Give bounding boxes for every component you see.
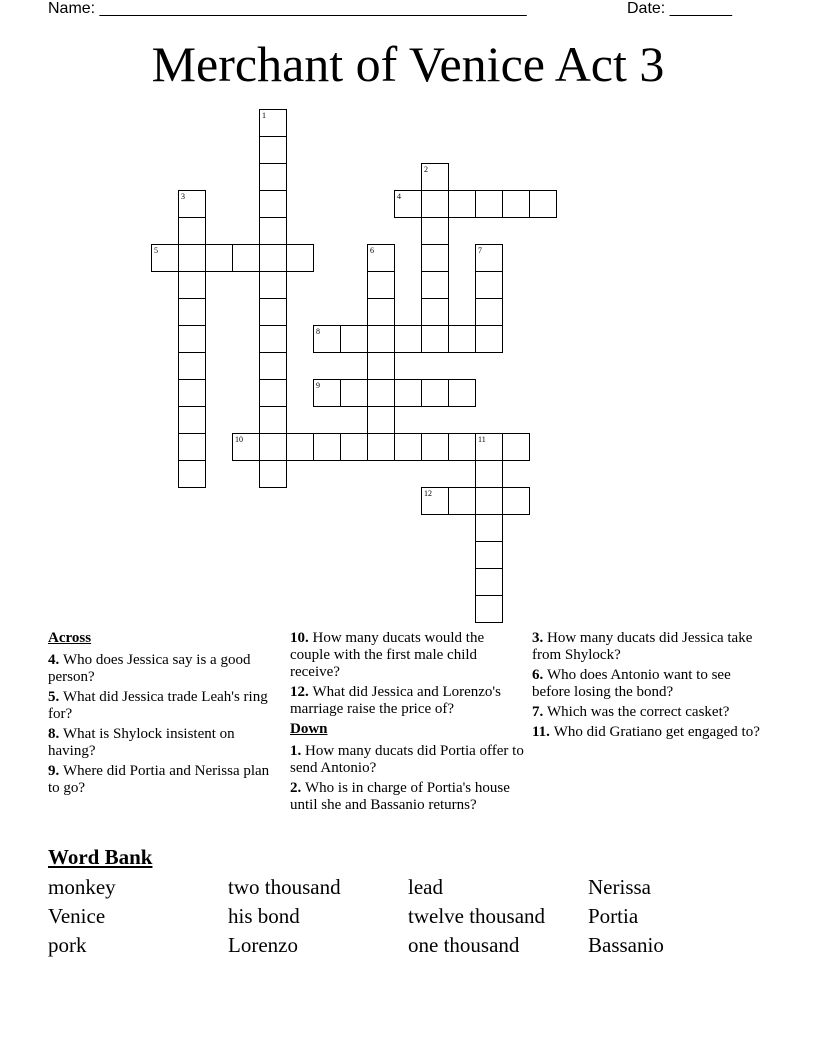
grid-cell[interactable] [475,325,503,353]
grid-cell[interactable] [475,244,503,272]
grid-cell[interactable] [178,406,206,434]
clue-item [532,704,768,721]
grid-cell[interactable] [151,244,179,272]
clue-num: 11. [532,724,554,740]
grid-cell[interactable] [421,217,449,245]
clue-item [290,743,526,777]
grid-cell[interactable] [475,595,503,623]
clue-item [48,726,284,760]
grid-cell[interactable] [475,568,503,596]
clue-num: 4. [48,652,63,668]
grid-cell[interactable] [421,163,449,191]
grid-cell[interactable] [448,433,476,461]
clue-text: What is Shylock insistent on having? [48,726,235,759]
word-bank-item: two thousand [228,875,341,899]
clue-number: 1 [262,111,266,120]
grid-cell[interactable] [259,325,287,353]
grid-cell[interactable] [178,271,206,299]
grid-cell[interactable] [178,298,206,326]
grid-cell[interactable] [340,433,368,461]
grid-cell[interactable] [367,271,395,299]
grid-cell[interactable] [502,487,530,515]
grid-cell[interactable] [178,244,206,272]
grid-cell[interactable] [259,406,287,434]
clue-item [290,684,526,718]
word-bank-item: twelve thousand [408,904,546,928]
clue-text: Who does Jessica say is a good person? [48,652,251,685]
clue-num: 1. [290,743,305,759]
grid-cell[interactable] [205,244,233,272]
grid-cell[interactable] [178,325,206,353]
grid-cell[interactable] [313,325,341,353]
clue-num: 8. [48,726,63,742]
clue-item [290,630,526,681]
grid-cell[interactable] [421,379,449,407]
clue-num: 9. [48,763,63,779]
clue-text: Where did Portia and Nerissa plan to go? [48,763,270,796]
date-label: Date: [627,0,670,17]
clue-number: 6 [370,246,374,255]
grid-cell[interactable] [421,298,449,326]
grid-cell[interactable] [367,325,395,353]
grid-cell[interactable] [475,487,503,515]
name-label: Name: [48,0,100,17]
grid-cell[interactable] [475,460,503,488]
clue-num: 2. [290,780,305,796]
grid-cell[interactable] [421,325,449,353]
grid-cell[interactable] [178,379,206,407]
grid-cell[interactable] [475,271,503,299]
grid-cell[interactable] [448,379,476,407]
clue-text: Who does Antonio want to see before losing the bond? [532,667,731,700]
grid-cell[interactable] [259,163,287,191]
grid-cell[interactable] [259,136,287,164]
clue-number: 4 [397,192,401,201]
grid-cell[interactable] [394,325,422,353]
clue-num: 10. [290,630,313,646]
grid-cell[interactable] [313,379,341,407]
clue-text: How many ducats did Portia offer to send Antonio? [290,743,524,776]
grid-cell[interactable] [421,433,449,461]
grid-cell[interactable] [178,190,206,218]
grid-cell[interactable] [259,352,287,380]
grid-cell[interactable] [259,298,287,326]
grid-cell[interactable] [367,244,395,272]
grid-cell[interactable] [232,433,260,461]
clue-item [532,667,768,701]
clue-number: 2 [424,165,428,174]
clue-text: What did Jessica and Lorenzo's marriage raise the price of? [290,684,501,717]
grid-cell[interactable] [448,190,476,218]
clue-text: Which was the correct casket? [547,704,730,720]
word-bank-item: his bond [228,904,300,928]
clue-heading: Across [48,630,92,646]
clue-number: 12 [424,489,432,498]
grid-cell[interactable] [259,271,287,299]
clue-num: 6. [532,667,547,683]
page-title: Merchant of Venice Act 3 [151,36,665,92]
clue-heading: Down [290,721,328,737]
grid-cell[interactable] [286,433,314,461]
word-bank-item: monkey [48,875,116,899]
word-bank-item: Lorenzo [228,933,298,957]
word-bank-item: Bassanio [588,933,664,957]
clue-item [48,763,284,797]
grid-cell[interactable] [394,433,422,461]
clue-item [532,724,768,741]
grid-cell[interactable] [502,190,530,218]
grid-cell[interactable] [313,433,341,461]
grid-cell[interactable] [475,514,503,542]
grid-cell[interactable] [367,352,395,380]
clue-num: 7. [532,704,547,720]
word-bank-item: Nerissa [588,875,651,899]
clue-item [290,780,526,814]
grid-cell[interactable] [178,433,206,461]
clue-number: 10 [235,435,243,444]
clues-column-2 [290,630,526,817]
grid-cell[interactable] [259,190,287,218]
word-bank-item: pork [48,933,87,957]
grid-cell[interactable] [367,379,395,407]
clue-text: How many ducats did Jessica take from Shylock? [532,630,753,663]
clue-num: 5. [48,689,63,705]
clue-number: 7 [478,246,482,255]
clue-number: 8 [316,327,320,336]
grid-cell[interactable] [394,379,422,407]
word-bank-item: Portia [588,904,639,928]
grid-cell[interactable] [259,433,287,461]
word-bank-item: one thousand [408,933,520,957]
clue-text: What did Jessica trade Leah's ring for? [48,689,268,722]
grid-cell[interactable] [475,433,503,461]
clues-column-1 [48,630,284,800]
grid-cell[interactable] [259,379,287,407]
clue-number: 9 [316,381,320,390]
grid-cell[interactable] [178,352,206,380]
grid-cell[interactable] [394,190,422,218]
grid-cell[interactable] [259,109,287,137]
grid-cell[interactable] [232,244,260,272]
grid-cell[interactable] [259,460,287,488]
grid-cell[interactable] [259,217,287,245]
grid-cell[interactable] [421,271,449,299]
grid-cell[interactable] [259,244,287,272]
name-line: ________________________________________________ [99,0,527,17]
grid-cell[interactable] [448,325,476,353]
grid-cell[interactable] [475,541,503,569]
grid-cell[interactable] [286,244,314,272]
clue-number: 3 [181,192,185,201]
grid-cell[interactable] [340,325,368,353]
grid-cell[interactable] [340,379,368,407]
clue-text: How many ducats would the couple with the first male child receive? [290,630,485,680]
date-line: _______ [669,0,732,17]
grid-cell[interactable] [421,487,449,515]
word-bank-item: lead [408,875,443,899]
clue-item [532,630,768,664]
grid-cell[interactable] [367,406,395,434]
grid-cell[interactable] [367,298,395,326]
clue-num: 3. [532,630,547,646]
clue-item [48,689,284,723]
clue-text: Who did Gratiano get engaged to? [553,724,760,740]
clue-number: 5 [154,246,158,255]
grid-cell[interactable] [421,190,449,218]
grid-cell[interactable] [367,433,395,461]
grid-cell[interactable] [475,298,503,326]
word-bank-item: Venice [48,904,106,928]
grid-cell[interactable] [178,460,206,488]
clue-item [48,652,284,686]
grid-cell[interactable] [178,217,206,245]
grid-cell[interactable] [448,487,476,515]
grid-cell[interactable] [529,190,557,218]
grid-cell[interactable] [421,244,449,272]
clue-number: 11 [478,435,486,444]
clues-column-3 [532,630,768,744]
grid-cell[interactable] [475,190,503,218]
word-bank-title: Word Bank [48,845,153,869]
grid-cell[interactable] [502,433,530,461]
clue-num: 12. [290,684,313,700]
clue-text: Who is in charge of Portia's house until she and Bassanio returns? [290,780,510,813]
